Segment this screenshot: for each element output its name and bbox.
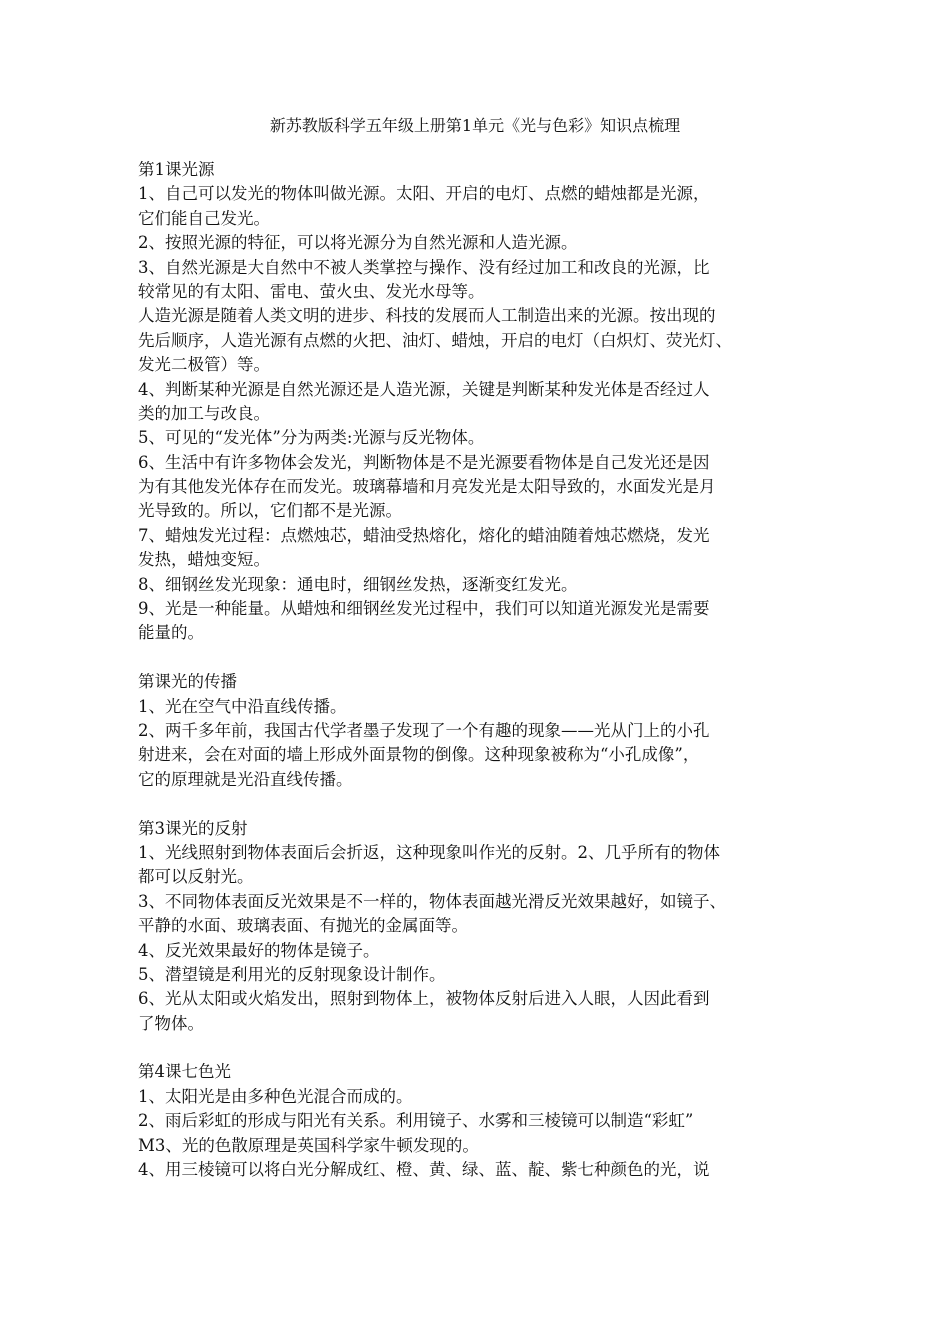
text-line: 1、太阳光是由多种色光混合而成的。 <box>138 1086 413 1106</box>
text-line: 它们能自己发光。 <box>138 208 270 228</box>
text-line: 光导致的。所以，它们都不是光源。 <box>138 501 402 521</box>
text-line: 它的原理就是光沿直线传播。 <box>138 769 353 789</box>
text-line: 都可以反射光。 <box>138 867 254 887</box>
text-line: 平静的水面、玻璃表面、有抛光的金属面等。 <box>138 916 468 936</box>
text-line: 较常见的有太阳、雷电、萤火虫、发光水母等。 <box>138 281 485 301</box>
document-body <box>138 158 828 1182</box>
text-line: 2、按照光源的特征，可以将光源分为自然光源和人造光源。 <box>138 233 578 253</box>
document-title: 新苏教版科学五年级上册第1单元《光与色彩》知识点梳理 <box>269 116 681 135</box>
text-line: 先后顺序，人造光源有点燃的火把、油灯、蜡烛，开启的电灯（白炽灯、荧光灯、 <box>138 330 732 350</box>
section-heading: 第1课光源 <box>138 160 215 179</box>
text-line: 1、光线照射到物体表面后会折返，这种现象叫作光的反射。2、几乎所有的物体 <box>138 842 720 862</box>
section-heading: 第3课光的反射 <box>138 818 248 838</box>
text-line: 2、雨后彩虹的形成与阳光有关系。利用镜子、水雾和三棱镜可以制造“彩虹” <box>138 1111 694 1131</box>
section-heading: 第课光的传播 <box>138 672 237 692</box>
text-line: 类的加工与改良。 <box>138 403 270 423</box>
text-line: 了物体。 <box>138 1013 204 1033</box>
section-spacer <box>138 792 828 816</box>
text-line: 为有其他发光体存在而发光。玻璃幕墙和月亮发光是太阳导致的，水面发光是月 <box>138 477 716 497</box>
text-line: 发光二极管）等。 <box>138 355 270 375</box>
section-spacer <box>138 646 828 670</box>
text-line: 8、细钢丝发光现象：通电时，细钢丝发热，逐渐变红发光。 <box>138 574 578 594</box>
text-line: 4、反光效果最好的物体是镜子。 <box>138 940 380 960</box>
text-line: 5、潜望镜是利用光的反射现象设计制作。 <box>138 964 446 984</box>
text-line: M3、光的色散原理是英国科学家牛顿发现的。 <box>138 1135 479 1155</box>
text-line: 6、光从太阳或火焰发出，照射到物体上，被物体反射后进入人眼，人因此看到 <box>138 989 710 1009</box>
text-line: 1、自己可以发光的物体叫做光源。太阳、开启的电灯、点燃的蜡烛都是光源， <box>138 184 710 204</box>
section-spacer <box>138 1036 828 1060</box>
text-line: 人造光源是随着人类文明的进步、科技的发展而人工制造出来的光源。按出现的 <box>138 306 716 326</box>
text-line: 9、光是一种能量。从蜡烛和细钢丝发光过程中，我们可以知道光源发光是需要 <box>138 599 710 619</box>
text-line: 7、蜡烛发光过程：点燃烛芯，蜡油受热熔化，熔化的蜡油随着烛芯燃烧，发光 <box>138 525 710 545</box>
text-line: 1、光在空气中沿直线传播。 <box>138 696 347 716</box>
text-line: 发热，蜡烛变短。 <box>138 550 270 570</box>
text-line: 4、判断某种光源是自然光源还是人造光源，关键是判断某种发光体是否经过人 <box>138 379 710 399</box>
text-line: 射进来，会在对面的墙上形成外面景物的倒像。这种现象被称为“小孔成像”， <box>138 745 700 765</box>
text-line: 6、生活中有许多物体会发光，判断物体是不是光源要看物体是自己发光还是因 <box>138 452 710 472</box>
section-heading: 第4课七色光 <box>138 1062 231 1082</box>
text-line: 3、自然光源是大自然中不被人类掌控与操作、没有经过加工和改良的光源，比 <box>138 257 710 277</box>
text-line: 3、不同物体表面反光效果是不一样的，物体表面越光滑反光效果越好，如镜子、 <box>138 891 726 911</box>
text-line: 2、两千多年前，我国古代学者墨子发现了一个有趣的现象——光从门上的小孔 <box>138 720 710 740</box>
text-line: 4、用三棱镜可以将白光分解成红、橙、黄、绿、蓝、靛、紫七种颜色的光，说 <box>138 1160 710 1180</box>
text-line: 能量的。 <box>138 623 204 643</box>
text-line: 5、可见的“发光体”分为两类:光源与反光物体。 <box>138 428 485 448</box>
